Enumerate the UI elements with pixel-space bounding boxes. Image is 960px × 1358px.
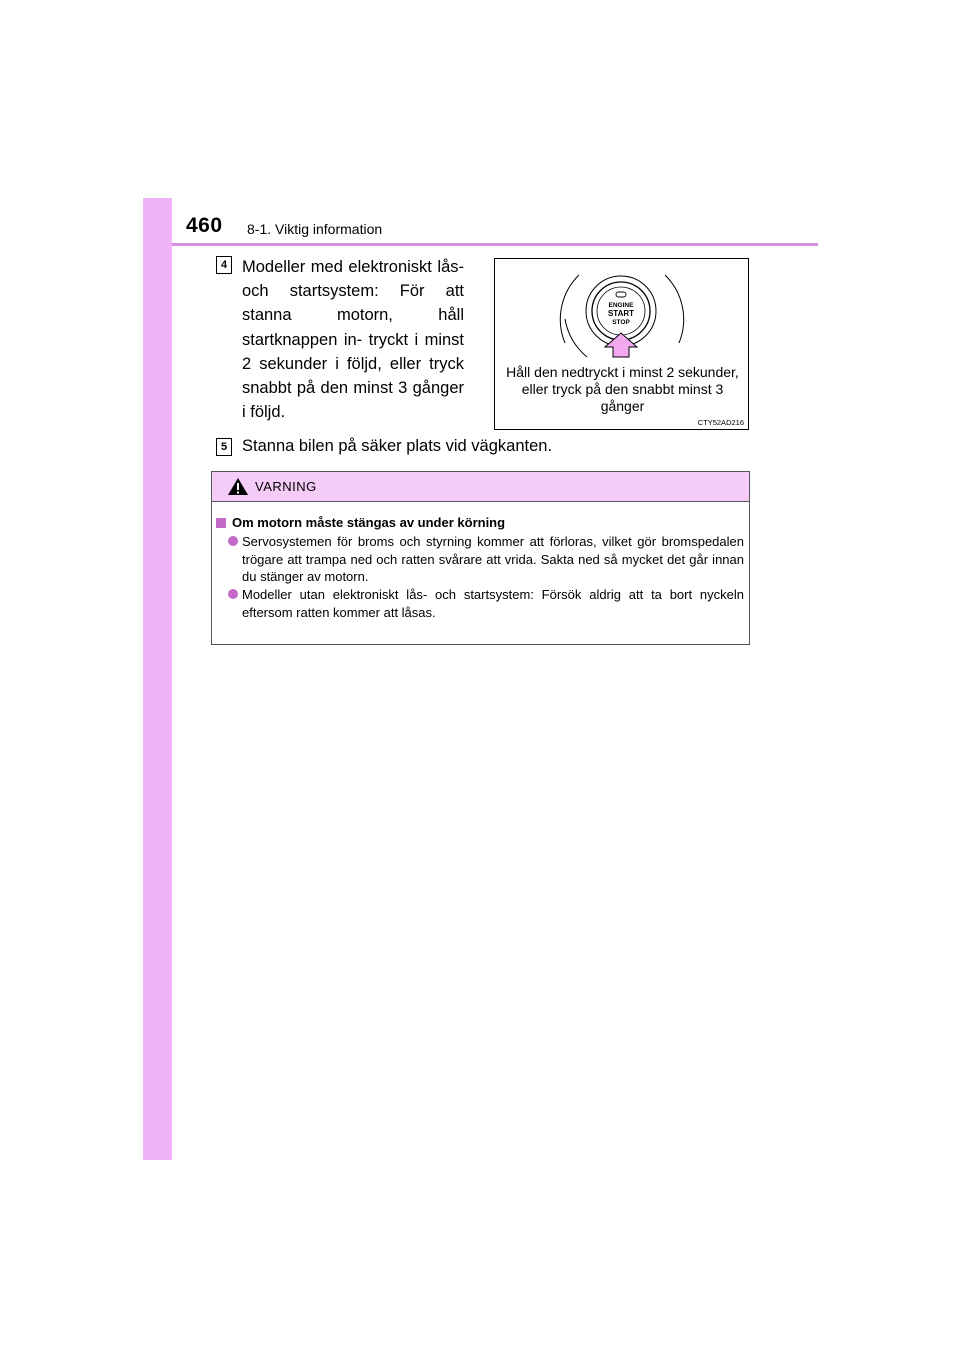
warning-item-text: Servosystemen för broms och styrning kommer att förloras, vilket gör bromspedalen trögare att trampa ned och ratten svårare att vrida. Sakta ned så mycket det går innan du stänger av motorn. — [242, 534, 744, 584]
round-bullet-icon — [228, 536, 238, 546]
section-title: 8-1. Viktig information — [247, 221, 383, 237]
button-label-engine: ENGINE — [608, 302, 634, 309]
warning-item — [228, 586, 744, 621]
square-bullet-icon — [216, 518, 226, 528]
warning-heading-text: Om motorn måste stängas av under körning — [232, 515, 506, 530]
page-number: 460 — [186, 214, 223, 237]
figure-code: CTY52AD216 — [697, 418, 744, 427]
warning-triangle-icon — [227, 477, 249, 496]
warning-item — [228, 533, 744, 586]
header-rule — [172, 243, 818, 246]
warning-header — [212, 472, 749, 502]
warning-title: VARNING — [255, 479, 317, 494]
round-bullet-icon — [228, 589, 238, 599]
start-button-figure — [494, 258, 749, 430]
warning-item-text: Modeller utan elektroniskt lås- och startsystem: Försök aldrig att ta bort nyckeln eftersom ratten kommer att låsas. — [242, 587, 744, 620]
step-number-5: 5 — [216, 438, 232, 456]
step-5-text: Stanna bilen på säker plats vid vägkanten. — [242, 437, 553, 455]
side-tab-band — [143, 198, 172, 1160]
step-4-text: Modeller med elektroniskt lås- och startsystem: För att stanna motorn, håll startknappen in- tryckt i minst 2 sekunder i följd, eller tryck snabbt på den minst 3 gånger i följd. — [242, 258, 464, 422]
button-label-start: START — [607, 309, 635, 318]
step-number-4: 4 — [216, 256, 232, 274]
button-label-stop: STOP — [612, 319, 630, 326]
figure-caption: Håll den nedtryckt i minst 2 sekunder, eller tryck på den snabbt minst 3 gånger — [506, 364, 739, 414]
warning-heading — [216, 515, 505, 530]
warning-box — [211, 471, 750, 645]
